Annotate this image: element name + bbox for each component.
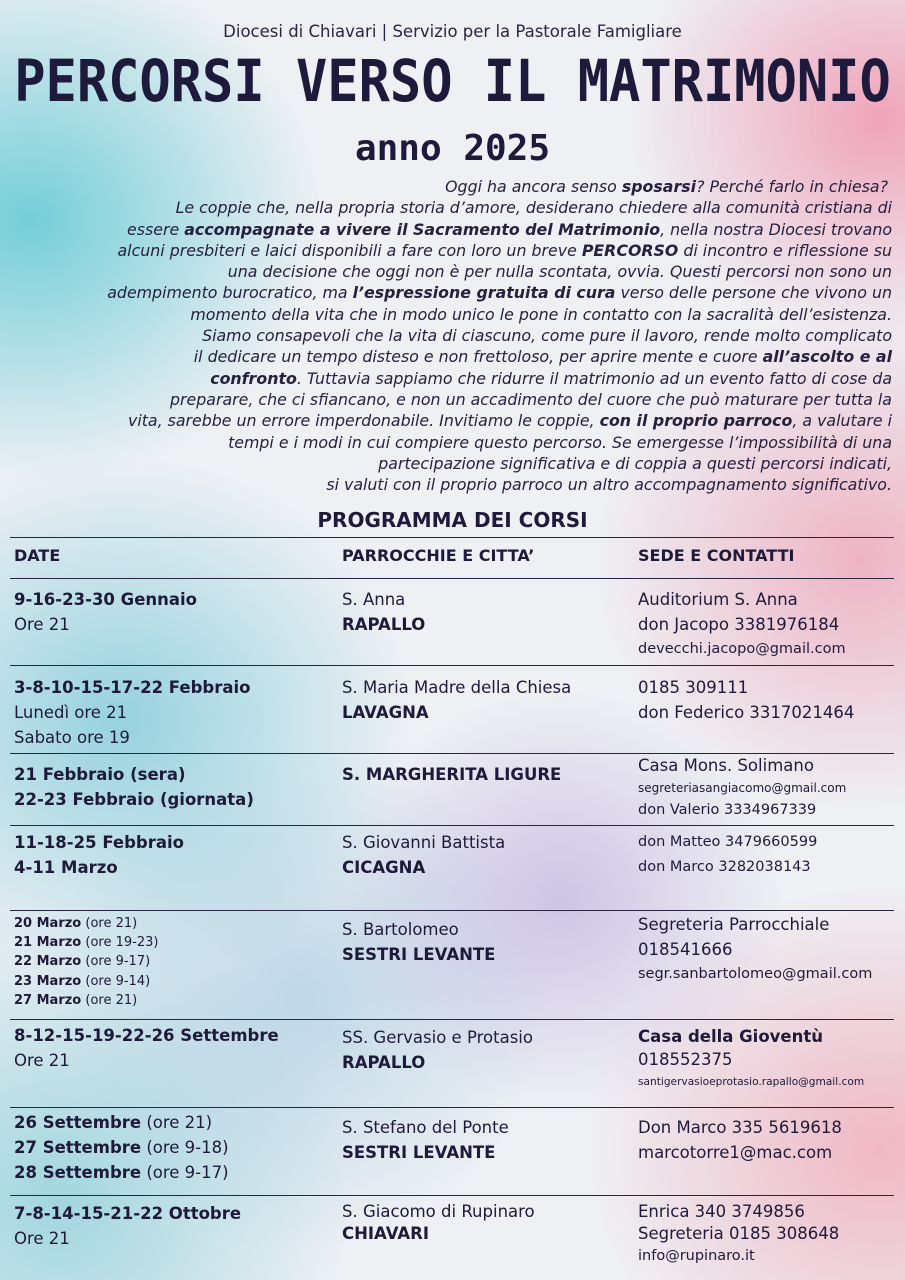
course-time: Ore 21 [14,1051,70,1070]
diocese-header: Diocesi di Chiavari | Servizio per la Pastorale Famigliare [223,22,682,41]
table-header [10,537,894,579]
contact-email: devecchi.jacopo@gmail.com [638,641,846,657]
course-date-item: 27 Marzo (ore 21) [14,992,138,1008]
program-title: PROGRAMMA DEI CORSI [317,508,588,532]
contact-person: don Matteo 3479660599 [638,834,818,850]
intro-text: Oggi ha ancora senso sposarsi? Perché farlo in chiesa? Le coppie che, nella propria storia d’amore, desiderano chiedere alla comunità cristiana di essere accompagnate a vivere il Sacramento del Matrimonio, nella nostra Diocesi trovano alcuni presbiteri e laici disponibili a fare con loro un breve PERCORSO di incontro e riflessione su una decisione che oggi non è per nulla scontata, ovvia. Questi percorsi non sono un adempimento burocratico, ma l’espressione gratuita di cura verso delle persone che vivono un momento della vita che in modo unico le pone in contatto con la sacralità dell’esistenza. Siamo consapevoli che la vita di ciascuno, come pure il lavoro, rende molto complicato il dedicare un tempo disteso e non frettoloso, per aprire mente e cuore all’ascolto e al confronto. Tuttavia sappiamo che ridurre il matrimonio ad un evento fatto di cose da preparare, che ci sfiancano, e non un accadimento del cuore che può maturare per tutta la vita, sarebbe un errore imperdonabile. Invitiamo le coppie, con il proprio parroco, a valutare i tempi e i modi in cui compiere questo percorso. Se emergesse l’impossibilità di una partecipazione significativa e di coppia a questi percorsi indicati, si valuti con il proprio parroco un altro accompagnamento significativo. [107,177,892,495]
course-time: Ore 21 [14,1229,70,1248]
course-date-item: 20 Marzo (ore 21) [14,916,138,931]
contact-person: don Jacopo 3381976184 [638,615,840,634]
parish-name: S. Giovanni Battista [342,833,506,852]
contact-person: don Federico 3317021464 [638,703,855,722]
parish-name: SS. Gervasio e Protasio [342,1028,533,1047]
contact-email: marcotorre1@mac.com [638,1143,833,1162]
city-name: S. MARGHERITA LIGURE [342,765,562,784]
course-date-item: 28 Settembre (ore 9-17) [14,1163,229,1182]
city-name: RAPALLO [342,615,426,634]
venue-name: Segreteria Parrocchiale [638,915,830,934]
contact-email: segr.sanbartolomeo@gmail.com [638,966,873,982]
parish-name: S. Bartolomeo [342,920,459,939]
city-name: SESTRI LEVANTE [342,945,496,964]
course-dates: 9-16-23-30 Gennaio [14,590,198,609]
table-row [10,1107,894,1196]
city-name: CICAGNA [342,858,426,877]
city-name: RAPALLO [342,1053,426,1072]
course-dates: 22-23 Febbraio (giornata) [14,790,254,809]
table-row [10,910,894,1020]
course-time: Lunedì ore 21 [14,703,128,722]
parish-name: S. Giacomo di Rupinaro [342,1202,535,1221]
table-row [10,1195,894,1279]
venue-name: Casa della Gioventù [638,1027,823,1046]
course-date-item: 27 Settembre (ore 9-18) [14,1138,229,1157]
course-dates: 4-11 Marzo [14,858,118,877]
page-title: PERCORSI VERSO IL MATRIMONIO [14,48,891,116]
course-dates: 21 Febbraio (sera) [14,765,186,784]
parish-name: S. Stefano del Ponte [342,1118,509,1137]
course-time: Ore 21 [14,615,70,634]
course-time: Sabato ore 19 [14,728,130,747]
course-date-item: 21 Marzo (ore 19-23) [14,935,159,951]
city-name: SESTRI LEVANTE [342,1143,496,1162]
table-row [10,1019,894,1108]
city-name: CHIAVARI [342,1224,429,1243]
table-row [10,665,894,754]
header-parish: PARROCCHIE E CITTA’ [342,546,535,565]
contact-person: Enrica 340 3749856 [638,1202,805,1221]
parish-name: S. Maria Madre della Chiesa [342,678,572,697]
header-contacts: SEDE E CONTATTI [638,546,795,565]
contact-phone: 0185 309111 [638,678,749,697]
contact-person: don Marco 3282038143 [638,859,811,875]
contact-phone: 018552375 [638,1050,733,1069]
city-name: LAVAGNA [342,703,429,722]
course-dates: 3-8-10-15-17-22 Febbraio [14,678,251,697]
course-dates: 7-8-14-15-21-22 Ottobre [14,1204,242,1223]
parish-name: S. Anna [342,590,406,609]
course-date-item: 22 Marzo (ore 9-17) [14,954,151,970]
venue-name: Casa Mons. Solimano [638,756,814,775]
course-date-item: 26 Settembre (ore 21) [14,1113,213,1132]
table-row [10,577,894,666]
contact-email: info@rupinaro.it [638,1248,755,1264]
course-dates: 11-18-25 Febbraio [14,833,185,852]
course-date-item: 23 Marzo (ore 9-14) [14,973,151,989]
contact-email: santigervasioeprotasio.rapallo@gmail.com [638,1076,865,1088]
venue-name: Auditorium S. Anna [638,590,798,609]
contact-email: segreteriasangiacomo@gmail.com [638,781,847,795]
header-date: DATE [14,546,61,565]
year-subtitle: anno 2025 [354,128,551,169]
table-row [10,825,894,911]
course-dates: 8-12-15-19-22-26 Settembre [14,1026,279,1045]
contact-person: Don Marco 335 5619618 [638,1118,842,1137]
contact-person: don Valerio 3334967339 [638,802,817,818]
contact-phone: 018541666 [638,940,733,959]
table-row [10,753,894,826]
contact-phone: Segreteria 0185 308648 [638,1224,840,1243]
